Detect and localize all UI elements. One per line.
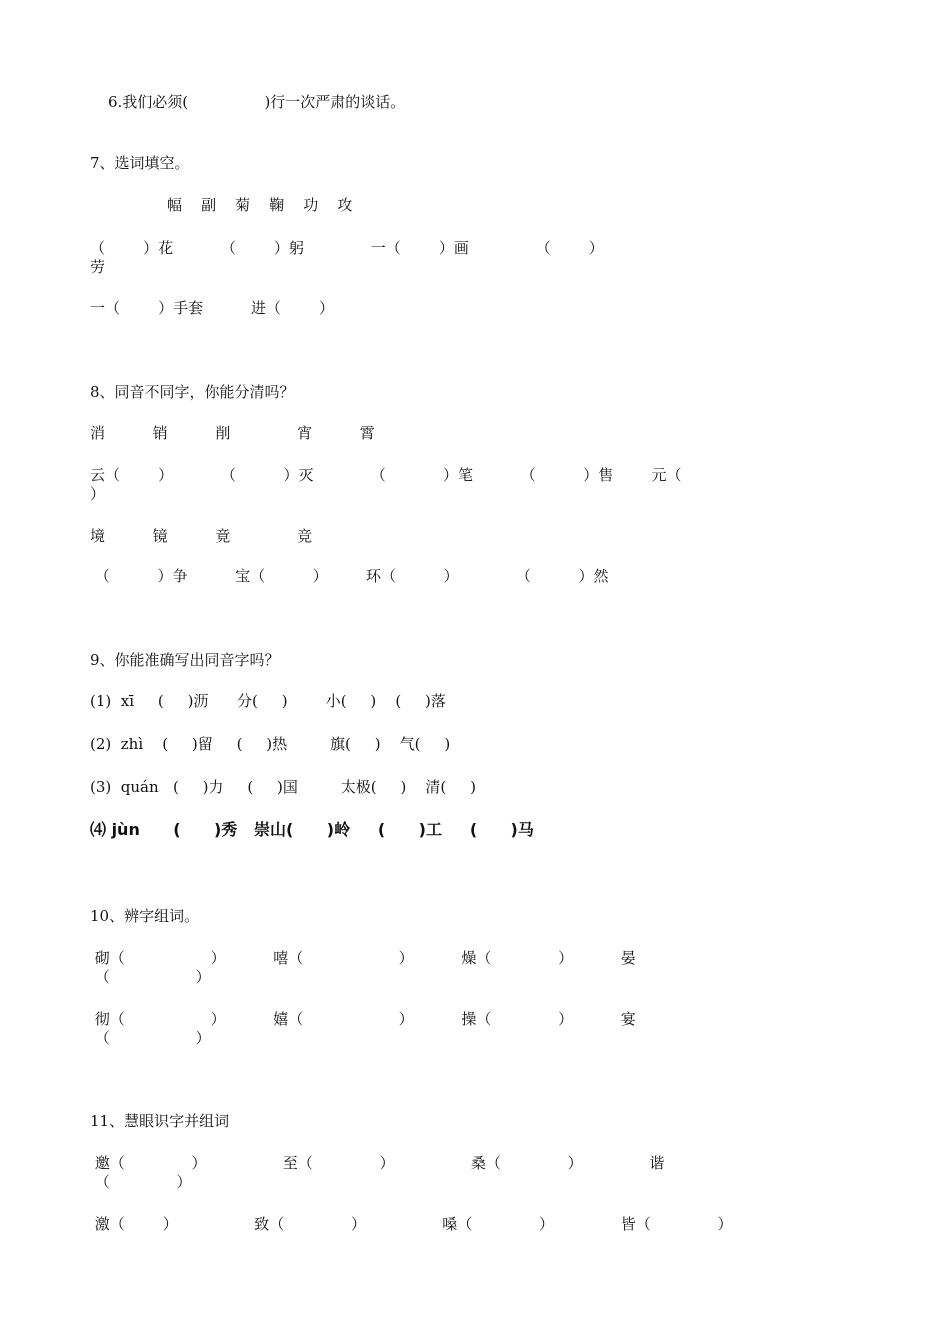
q8-group1-wrap: ）: [90, 485, 106, 503]
q8-group2-chars: 境 镜 竟 竞: [90, 527, 313, 545]
q7-title: 7、选词填空。: [90, 154, 190, 172]
q10-row2-wrap: （ ）: [90, 1029, 211, 1047]
q9-line3: (3) quán ( )力 ( )国 太极( ) 清( ): [90, 778, 476, 796]
q7-line1: （ ）花 （ ）躬 一（ ）画 （ ）: [90, 239, 604, 257]
q9-title: 9、你能准确写出同音字吗？: [90, 651, 280, 669]
q11-row1: 邀（ ） 至（ ） 桑（ ） 谐: [90, 1154, 665, 1172]
q9-line4: ⑷ jùn ( )秀 崇山( )岭 ( )工 ( )马: [90, 820, 534, 839]
q11-title: 11、慧眼识字并组词: [90, 1112, 230, 1130]
q11-row2: 激（ ） 致（ ） 嗓（ ） 皆（ ）: [90, 1215, 733, 1233]
q8-title: 8、同音不同字，你能分清吗？: [90, 383, 295, 401]
q6-text: 6.我们必须( )行一次严肃的谈话。: [108, 93, 406, 111]
q9-line2: (2) zhì ( )留 ( )热 旗( ) 气( ): [90, 735, 451, 753]
q7-line1-wrap: 劳: [90, 258, 106, 276]
q7-line2: 一（ ）手套 进（ ）: [90, 299, 334, 317]
q8-group1-chars: 消 销 削 宵 霄: [90, 424, 375, 442]
q11-row1-wrap: （ ）: [90, 1173, 192, 1191]
q10-row1: 砌（ ） 嘻（ ） 燥（ ） 晏: [90, 949, 636, 967]
q10-row1-wrap: （ ）: [90, 968, 211, 986]
q8-group1-line: 云（ ） （ ）灭 （ ）笔 （ ）售 元（: [90, 466, 682, 484]
q8-group2-line: （ ）争 宝（ ） 环（ ） （ ）然: [90, 567, 609, 585]
q9-line1: (1) xī ( )沥 分( ) 小( ) ( )落: [90, 692, 446, 710]
q7-word-bank: 幅 副 菊 鞠 功 攻: [167, 196, 353, 214]
q10-title: 10、辨字组词。: [90, 907, 200, 925]
q10-row2: 彻（ ） 嬉（ ） 操（ ） 宴: [90, 1010, 636, 1028]
